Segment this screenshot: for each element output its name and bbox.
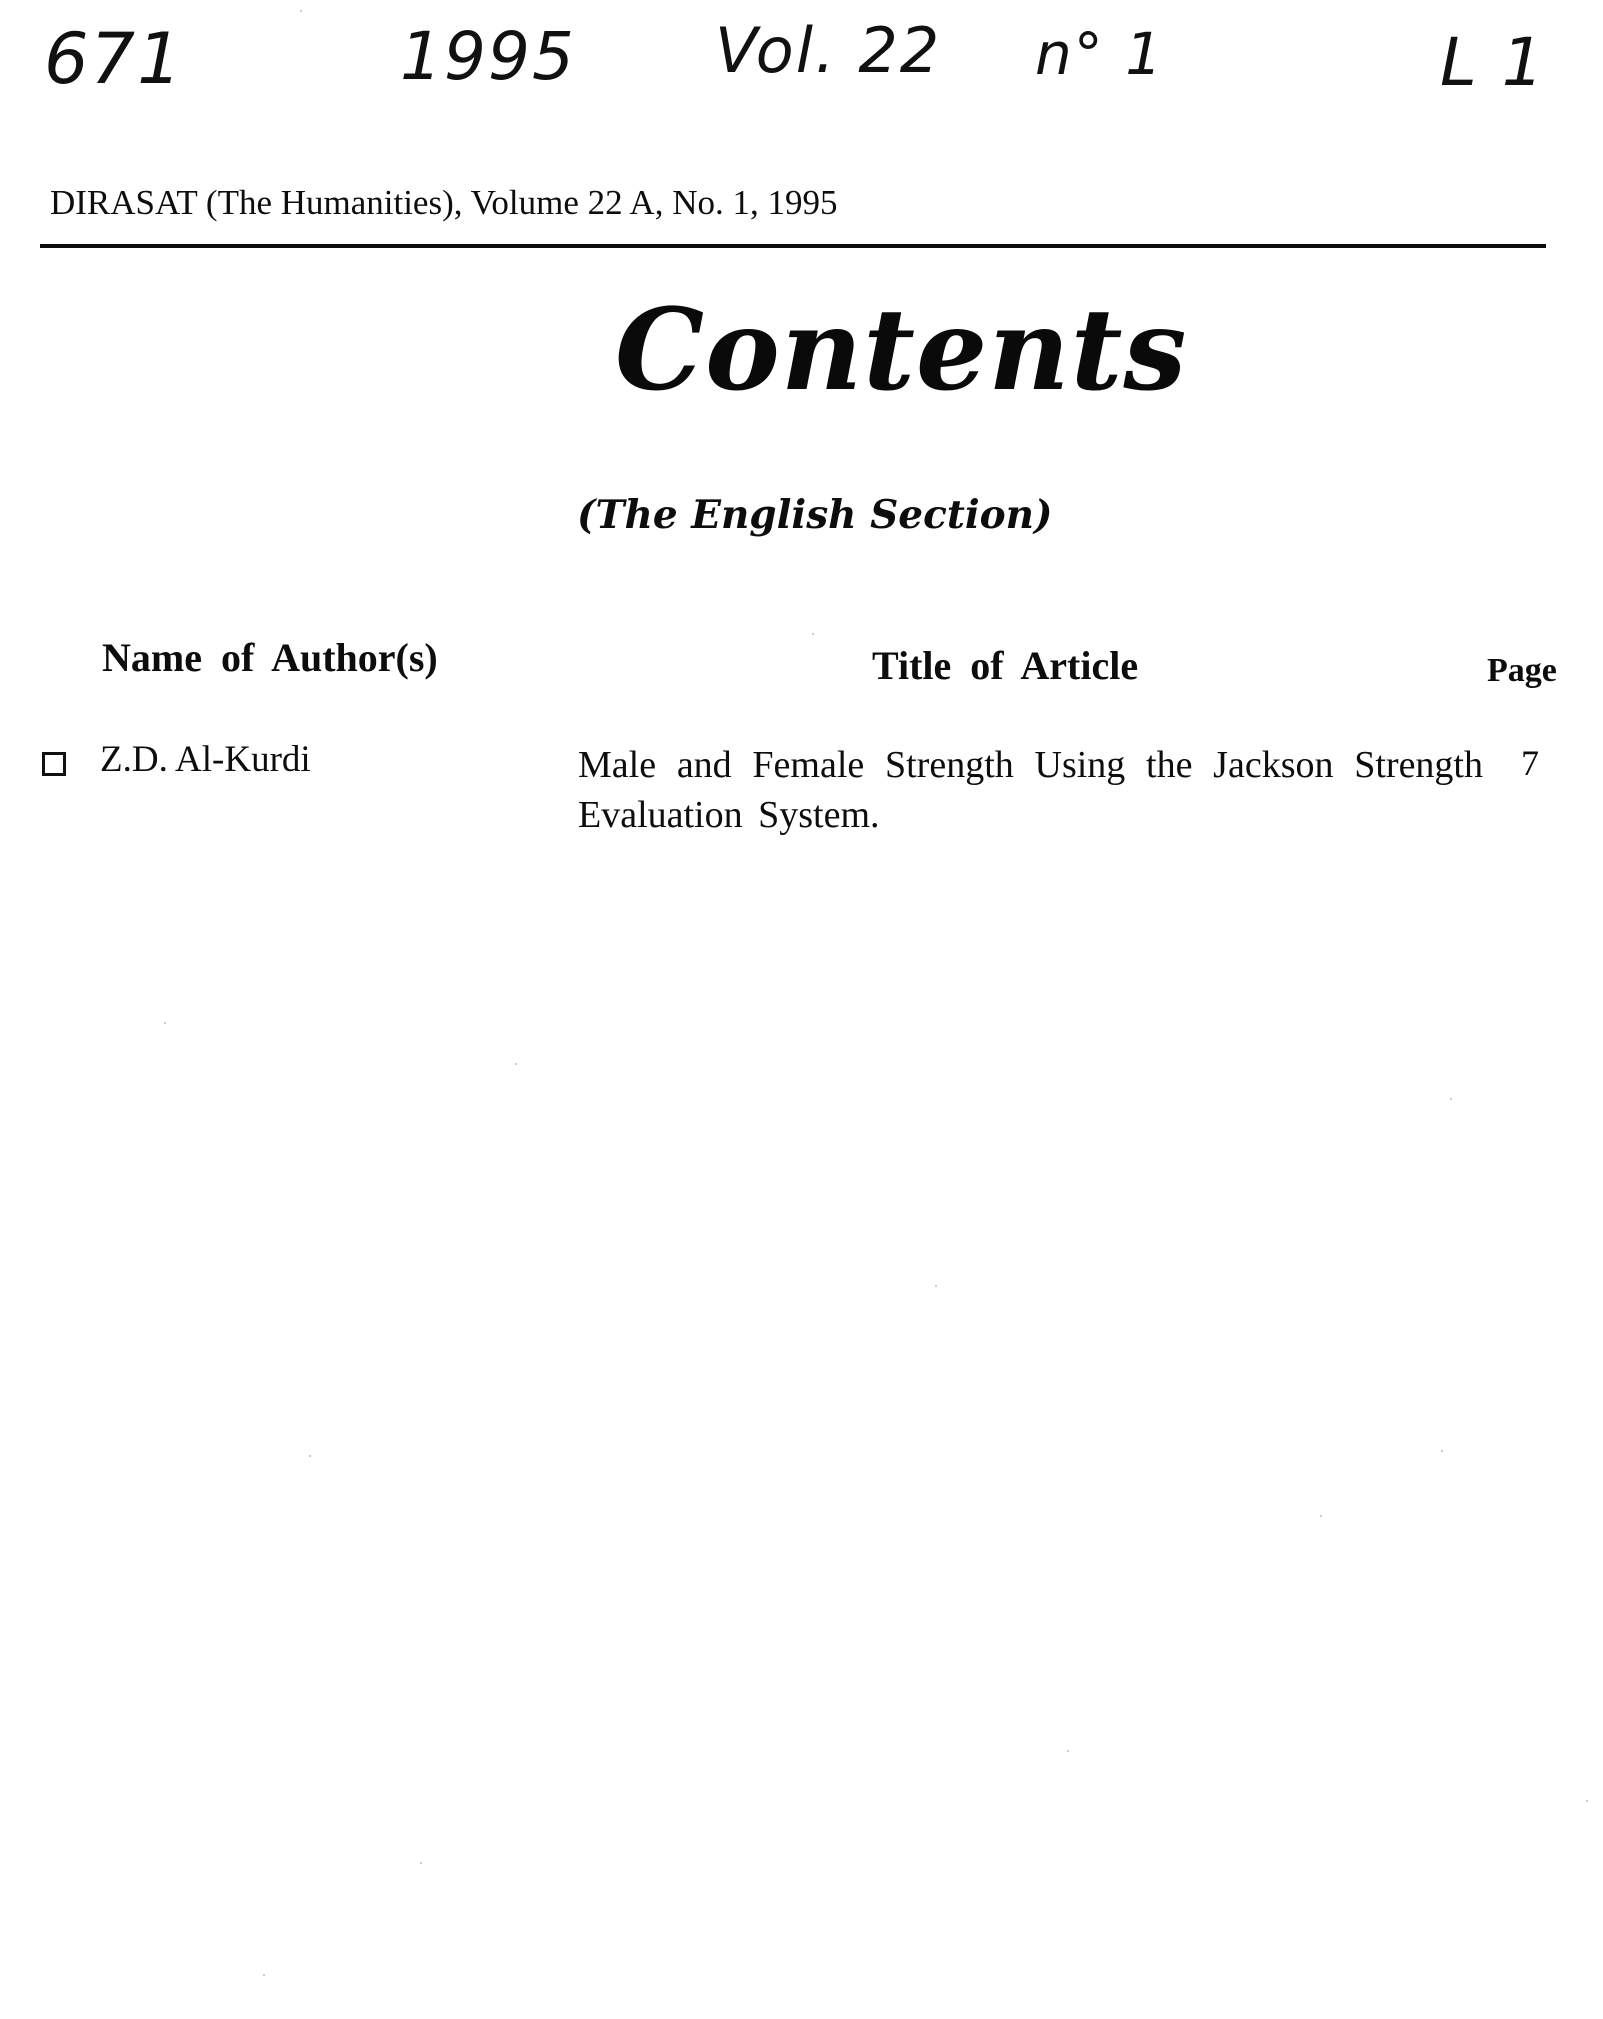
entry-page: 7 xyxy=(1521,743,1539,783)
scan-speck xyxy=(1067,1750,1069,1752)
handwritten-code: 671 xyxy=(44,18,184,100)
header-divider xyxy=(40,244,1546,248)
handwritten-mark: L 1 xyxy=(1440,24,1546,101)
column-header-page: Page xyxy=(1487,652,1557,689)
scan-speck xyxy=(263,1974,265,1976)
handwritten-number: n° 1 xyxy=(1035,20,1165,88)
scan-speck xyxy=(935,1285,937,1287)
scan-speck xyxy=(1586,1800,1588,1802)
scan-speck xyxy=(1450,1098,1452,1100)
checkbox-icon xyxy=(42,752,66,776)
scan-speck xyxy=(1320,1515,1322,1517)
column-header-title: Title of Article xyxy=(872,643,1139,688)
column-header-author: Name of Author(s) xyxy=(102,635,438,680)
scan-speck xyxy=(164,1022,166,1024)
page-title: Contents xyxy=(615,285,1188,416)
handwritten-year: 1995 xyxy=(400,18,576,95)
section-subtitle: (The English Section) xyxy=(577,492,1053,538)
handwritten-volume: Vol. 22 xyxy=(715,14,942,87)
entry-author: Z.D. Al-Kurdi xyxy=(100,739,311,780)
scan-speck xyxy=(812,633,814,635)
scan-speck xyxy=(515,1063,517,1065)
scan-speck xyxy=(1441,1450,1443,1452)
entry-title: Male and Female Strength Using the Jackson Strength Evaluation System. xyxy=(578,744,1483,836)
scan-speck xyxy=(420,1862,422,1864)
journal-header: DIRASAT (The Humanities), Volume 22 A, No. 1, 1995 xyxy=(50,183,838,222)
scan-speck xyxy=(300,10,302,12)
scan-speck xyxy=(309,1455,311,1457)
